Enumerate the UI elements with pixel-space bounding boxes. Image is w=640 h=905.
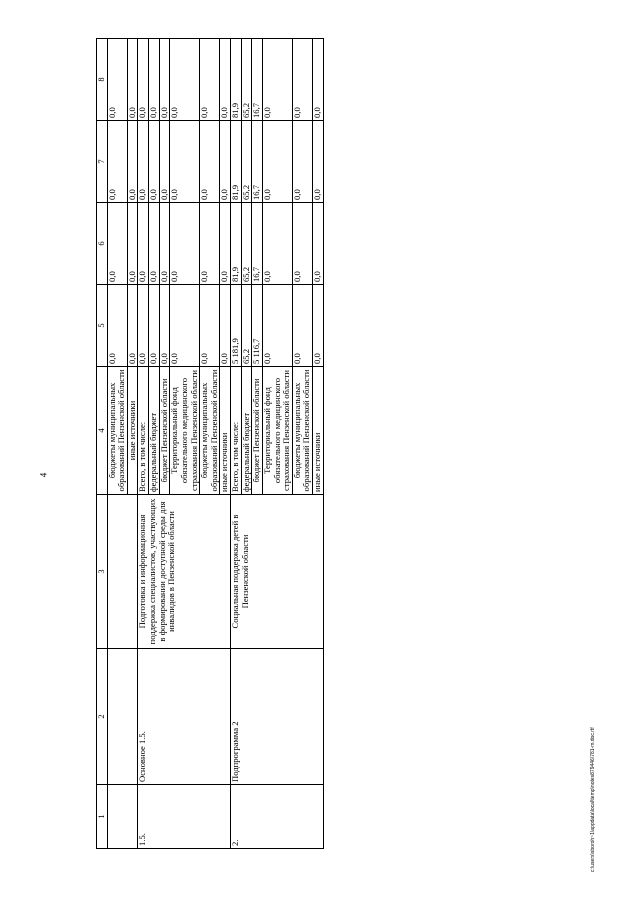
col-header-6: 6 xyxy=(97,203,108,285)
value-cell: 16,7 xyxy=(252,39,263,121)
value-cell: 65,2 xyxy=(241,285,252,367)
item-name: Подпрограмма 2 xyxy=(231,649,324,785)
value-cell: 0,0 xyxy=(138,285,149,367)
value-cell: 0,0 xyxy=(127,203,138,285)
value-cell: 0,0 xyxy=(262,121,292,203)
page-number: 4 xyxy=(38,472,49,478)
value-cell: 0,0 xyxy=(127,285,138,367)
source-label: федеральный бюджет xyxy=(149,367,160,495)
value-cell: 0,0 xyxy=(200,285,220,367)
table-row xyxy=(138,39,149,849)
value-cell: 0,0 xyxy=(138,121,149,203)
value-cell: 0,0 xyxy=(107,203,127,285)
value-cell: 0,0 xyxy=(262,203,292,285)
value-cell: 16,7 xyxy=(252,203,263,285)
source-label: иные источники xyxy=(313,367,324,495)
value-cell: 65,2 xyxy=(241,203,252,285)
source-label: иные источники xyxy=(220,367,231,495)
value-cell: 5 116,7 xyxy=(252,285,263,367)
cell-name xyxy=(107,649,138,785)
source-label: Территориальный фонд обязательного медицинского страхования Пензенской области xyxy=(262,367,292,495)
value-cell: 0,0 xyxy=(313,203,324,285)
value-cell: 0,0 xyxy=(107,39,127,121)
source-label: Всего, в том числе: xyxy=(231,367,242,495)
value-cell: 0,0 xyxy=(170,39,200,121)
col-header-7: 7 xyxy=(97,121,108,203)
value-cell: 81,9 xyxy=(231,203,242,285)
value-cell: 0,0 xyxy=(159,39,170,121)
table-row xyxy=(107,39,127,849)
source-label: бюджеты муниципальных образований Пензенской области xyxy=(200,367,220,495)
value-cell: 0,0 xyxy=(170,121,200,203)
item-name: Основное 1.5. xyxy=(138,649,231,785)
value-cell: 0,0 xyxy=(200,121,220,203)
value-cell: 16,7 xyxy=(252,121,263,203)
value-cell: 0,0 xyxy=(138,39,149,121)
value-cell: 0,0 xyxy=(149,285,160,367)
value-cell: 0,0 xyxy=(200,203,220,285)
value-cell: 5 181,9 xyxy=(231,285,242,367)
value-cell: 0,0 xyxy=(220,285,231,367)
value-cell: 0,0 xyxy=(313,39,324,121)
item-description: Подготовка и информационная поддержка специалистов, участвующих в формировании доступной среды для инвалидов в Пензенской области xyxy=(138,495,231,649)
value-cell: 0,0 xyxy=(127,39,138,121)
value-cell: 81,9 xyxy=(231,121,242,203)
header-row xyxy=(97,39,108,849)
value-cell: 0,0 xyxy=(138,203,149,285)
source-label: бюджеты муниципальных образований Пензенской области xyxy=(107,367,127,495)
rotated-table-container xyxy=(96,39,540,849)
value-cell: 0,0 xyxy=(200,39,220,121)
source-label: иные источники xyxy=(127,367,138,495)
value-cell: 0,0 xyxy=(170,203,200,285)
value-cell: 0,0 xyxy=(313,285,324,367)
value-cell: 65,2 xyxy=(241,121,252,203)
item-number: 1.5. xyxy=(138,785,231,849)
program-funding-table xyxy=(96,38,324,849)
source-label: бюджет Пензенской области xyxy=(252,367,263,495)
source-label: Всего, в том числе: xyxy=(138,367,149,495)
value-cell: 0,0 xyxy=(149,203,160,285)
value-cell: 0,0 xyxy=(170,285,200,367)
value-cell: 0,0 xyxy=(220,121,231,203)
col-header-4: 4 xyxy=(97,367,108,495)
value-cell: 0,0 xyxy=(292,203,312,285)
cell-num xyxy=(107,785,138,849)
value-cell: 0,0 xyxy=(220,39,231,121)
value-cell: 0,0 xyxy=(262,285,292,367)
source-label: бюджет Пензенской области xyxy=(159,367,170,495)
value-cell: 65,2 xyxy=(241,39,252,121)
value-cell: 0,0 xyxy=(159,121,170,203)
col-header-5: 5 xyxy=(97,285,108,367)
source-label: федеральный бюджет xyxy=(241,367,252,495)
col-header-2: 2 xyxy=(97,649,108,785)
value-cell: 0,0 xyxy=(127,121,138,203)
value-cell: 0,0 xyxy=(149,121,160,203)
value-cell: 0,0 xyxy=(313,121,324,203)
col-header-1: 1 xyxy=(97,785,108,849)
value-cell: 0,0 xyxy=(292,285,312,367)
item-description: Социальная поддержка детей в Пензенской области xyxy=(231,495,324,649)
col-header-8: 8 xyxy=(97,39,108,121)
value-cell: 0,0 xyxy=(107,285,127,367)
col-header-3: 3 xyxy=(97,495,108,649)
value-cell: 0,0 xyxy=(220,203,231,285)
value-cell: 0,0 xyxy=(292,39,312,121)
value-cell: 0,0 xyxy=(262,39,292,121)
value-cell: 0,0 xyxy=(159,203,170,285)
source-label: бюджеты муниципальных образований Пензенской области xyxy=(292,367,312,495)
file-path-footer: c:\users\sboroh~1\appdata\local\temp\notes879446\781-m.doc.rtf xyxy=(590,727,596,872)
value-cell: 0,0 xyxy=(149,39,160,121)
value-cell: 0,0 xyxy=(159,285,170,367)
value-cell: 0,0 xyxy=(107,121,127,203)
cell-desc xyxy=(107,495,138,649)
value-cell: 0,0 xyxy=(292,121,312,203)
value-cell: 81,9 xyxy=(231,39,242,121)
table-row xyxy=(231,39,242,849)
source-label: Территориальный фонд обязательного медицинского страхования Пензенской области xyxy=(170,367,200,495)
item-number: 2. xyxy=(231,785,324,849)
